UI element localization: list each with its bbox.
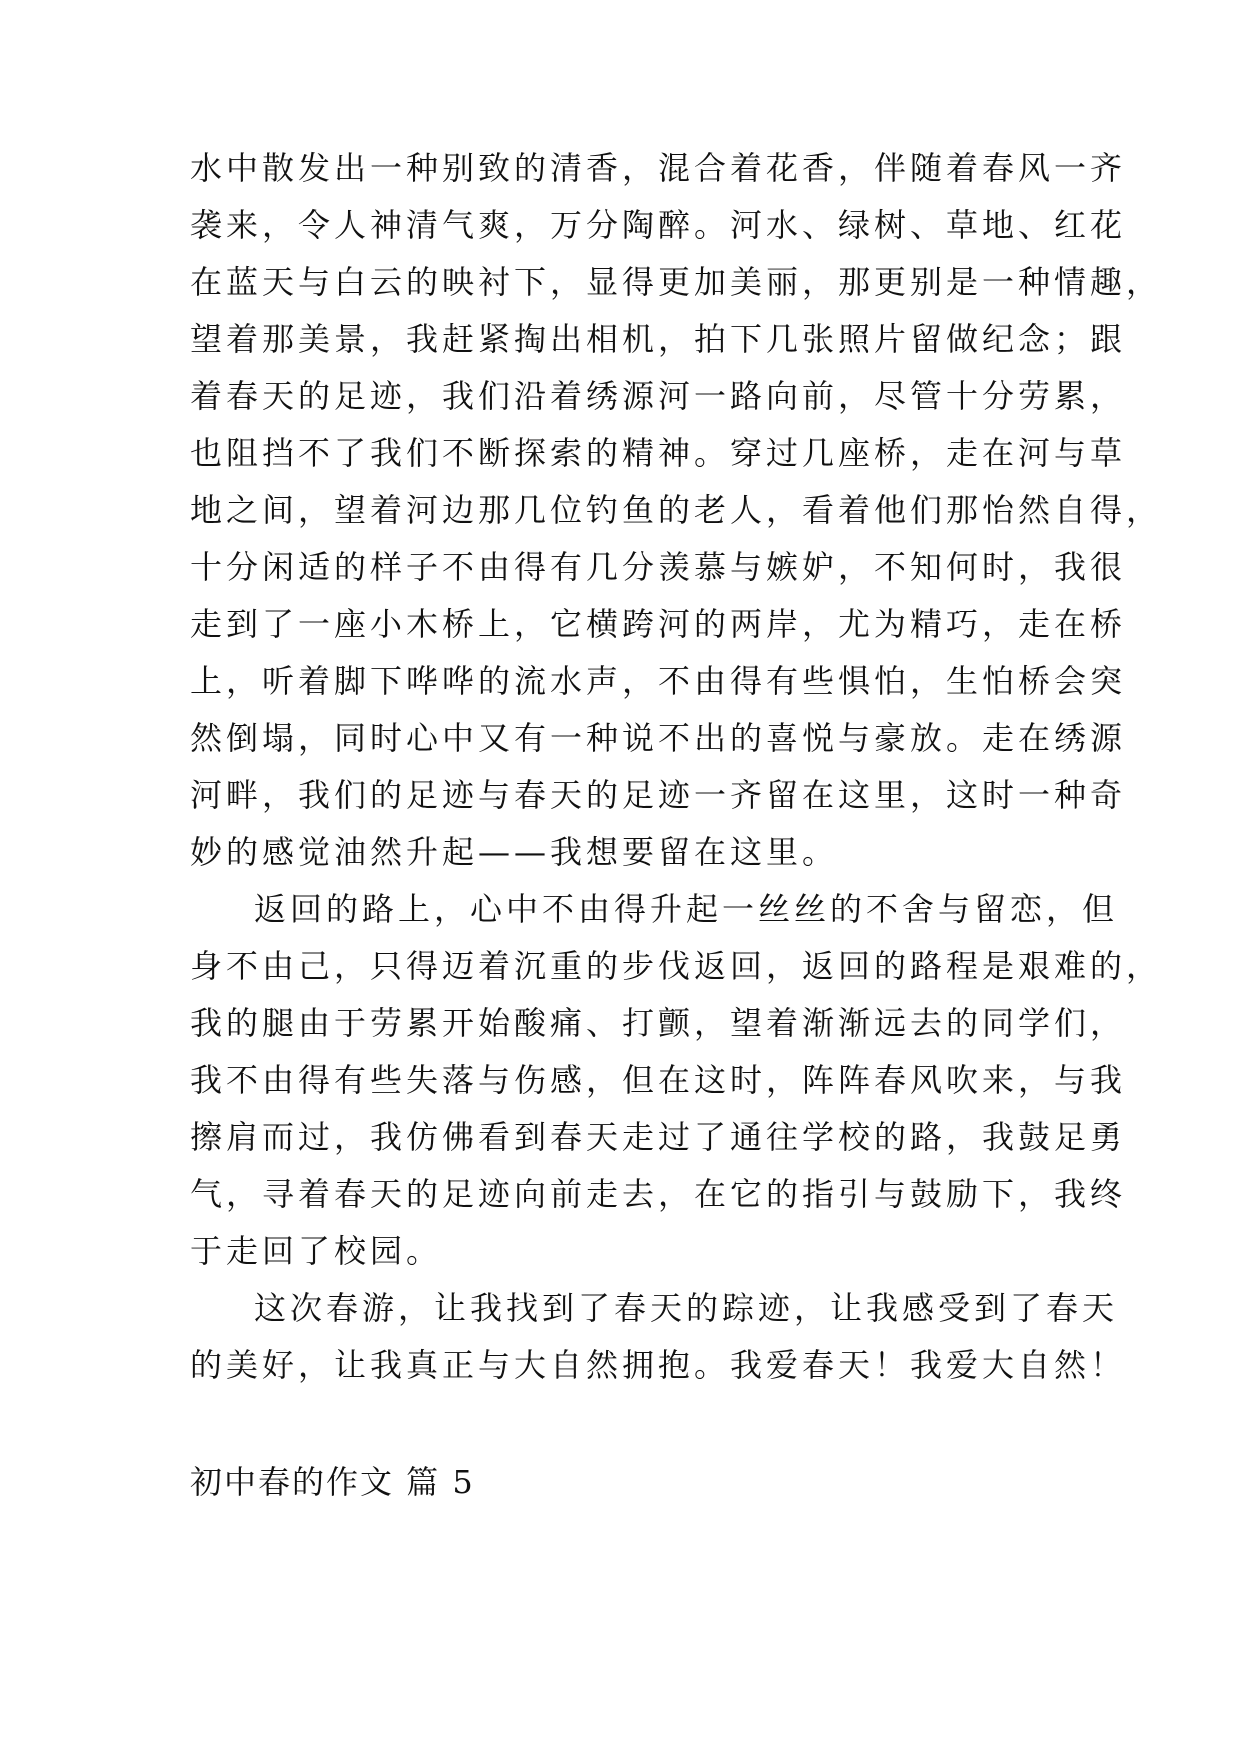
text-line: 走到了一座小木桥上，它横跨河的两岸，尤为精巧，走在桥 [190,605,1127,643]
text-line: 的美好，让我真正与大自然拥抱。我爱春天！我爱大自然！ [190,1346,1127,1384]
text-line: 妙的感觉油然升起——我想要留在这里。 [190,833,839,871]
text-line: 我不由得有些失落与伤感，但在这时，阵阵春风吹来，与我 [190,1061,1127,1099]
text-line: 这次春游，让我找到了春天的踪迹，让我感受到了春天 [254,1289,1119,1327]
text-line: 着春天的足迹，我们沿着绣源河一路向前，尽管十分劳累， [190,377,1127,415]
text-line: 地之间，望着河边那几位钓鱼的老人，看着他们那怡然自得， [190,491,1163,529]
text-line: 气，寻着春天的足迹向前走去，在它的指引与鼓励下，我终 [190,1175,1127,1213]
text-line: 望着那美景，我赶紧掏出相机，拍下几张照片留做纪念；跟 [190,320,1127,358]
text-line: 我的腿由于劳累开始酸痛、打颤，望着渐渐远去的同学们， [190,1004,1127,1042]
text-line: 上，听着脚下哗哗的流水声，不由得有些惧怕，生怕桥会突 [190,662,1127,700]
text-line: 于走回了校园。 [190,1232,443,1270]
text-line: 袭来，令人神清气爽，万分陶醉。河水、绿树、草地、红花 [190,206,1127,244]
text-line: 也阻挡不了我们不断探索的精神。穿过几座桥，走在河与草 [190,434,1127,472]
text-line: 十分闲适的样子不由得有几分羡慕与嫉妒，不知何时，我很 [190,548,1127,586]
text-line: 河畔，我们的足迹与春天的足迹一齐留在这里，这时一种奇 [190,776,1127,814]
text-line: 水中散发出一种别致的清香，混合着花香，伴随着春风一齐 [190,149,1127,187]
text-line: 擦肩而过，我仿佛看到春天走过了通往学校的路，我鼓足勇 [190,1118,1127,1156]
section-heading: 初中春的作文 篇 5 [190,1463,475,1501]
text-line: 在蓝天与白云的映衬下，显得更加美丽，那更别是一种情趣， [190,263,1163,301]
text-line: 身不由己，只得迈着沉重的步伐返回，返回的路程是艰难的， [190,947,1163,985]
text-line: 然倒塌，同时心中又有一种说不出的喜悦与豪放。走在绣源 [190,719,1127,757]
text-line: 返回的路上，心中不由得升起一丝丝的不舍与留恋，但 [254,890,1119,928]
